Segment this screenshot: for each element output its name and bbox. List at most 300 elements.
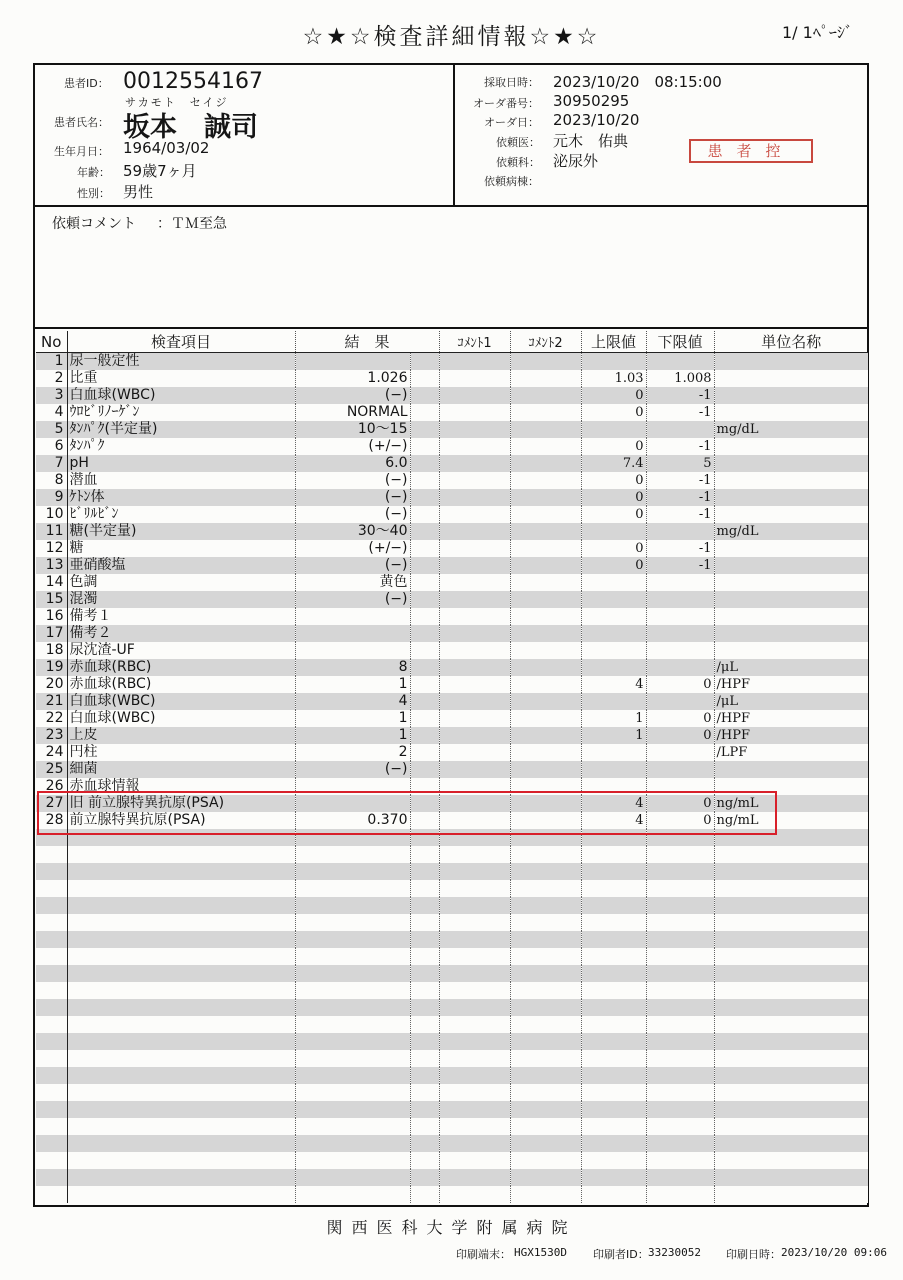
table-row — [36, 438, 868, 455]
row-upper — [581, 642, 646, 659]
row-result-flag — [410, 574, 439, 591]
patient-copy-stamp: 患者控 — [689, 139, 813, 163]
row-unit — [714, 489, 868, 506]
row-unit — [714, 880, 868, 897]
row-upper — [581, 863, 646, 880]
row-upper: 0 — [581, 506, 646, 523]
row-result-flag — [410, 608, 439, 625]
comment-divider — [34, 327, 868, 329]
row-result-flag — [410, 931, 439, 948]
row-item — [67, 948, 295, 965]
row-lower — [646, 1101, 714, 1118]
row-unit: ng/mL — [714, 812, 868, 829]
row-no: 26 — [36, 778, 67, 795]
row-lower: -1 — [646, 472, 714, 489]
row-lower: 0 — [646, 812, 714, 829]
terminal-label: 印刷端末： — [456, 1248, 511, 1261]
row-lower — [646, 846, 714, 863]
row-result — [295, 1118, 410, 1135]
row-item — [67, 965, 295, 982]
row-result — [295, 1084, 410, 1101]
table-row — [36, 982, 868, 999]
row-comment2 — [510, 540, 581, 557]
row-item: ｹﾄﾝ体 — [67, 489, 295, 506]
row-item: 混濁 — [67, 591, 295, 608]
row-comment1 — [439, 693, 510, 710]
row-comment1 — [439, 982, 510, 999]
header-divider-vertical — [453, 64, 455, 207]
row-item: 糖(半定量) — [67, 523, 295, 540]
sex-value: 男性 — [123, 183, 154, 201]
row-result-flag — [410, 421, 439, 438]
row-item: pH — [67, 455, 295, 472]
age-value: 59歳7ヶ月 — [123, 162, 197, 180]
doctor-value: 元木 佑典 — [553, 132, 629, 150]
row-result — [295, 1152, 410, 1169]
row-comment1 — [439, 1186, 510, 1203]
row-comment2 — [510, 1084, 581, 1101]
row-lower — [646, 693, 714, 710]
table-row — [36, 370, 868, 387]
row-result: 1 — [295, 710, 410, 727]
row-item — [67, 1135, 295, 1152]
row-item: 上皮 — [67, 727, 295, 744]
row-comment1 — [439, 863, 510, 880]
row-comment1 — [439, 880, 510, 897]
row-upper: 1.03 — [581, 370, 646, 387]
row-no: 27 — [36, 795, 67, 812]
row-result — [295, 1067, 410, 1084]
row-result: 8 — [295, 659, 410, 676]
row-upper — [581, 523, 646, 540]
table-row — [36, 387, 868, 404]
row-comment2 — [510, 931, 581, 948]
row-result — [295, 914, 410, 931]
row-comment1 — [439, 506, 510, 523]
row-no: 15 — [36, 591, 67, 608]
row-result-flag — [410, 1067, 439, 1084]
row-item: 前立腺特異抗原(PSA) — [67, 812, 295, 829]
table-row — [36, 931, 868, 948]
row-no — [36, 931, 67, 948]
table-row — [36, 421, 868, 438]
ward-label: 依頼病棟： — [484, 175, 539, 188]
row-item: 白血球(WBC) — [67, 693, 295, 710]
row-unit — [714, 1067, 868, 1084]
row-result: 1.026 — [295, 370, 410, 387]
row-unit — [714, 1152, 868, 1169]
row-comment2 — [510, 1169, 581, 1186]
row-unit — [714, 540, 868, 557]
row-upper — [581, 1016, 646, 1033]
row-comment1 — [439, 659, 510, 676]
row-comment2 — [510, 591, 581, 608]
row-lower — [646, 1084, 714, 1101]
row-no — [36, 1186, 67, 1203]
row-no: 8 — [36, 472, 67, 489]
row-lower — [646, 659, 714, 676]
table-row — [36, 727, 868, 744]
row-lower — [646, 1067, 714, 1084]
row-item — [67, 1016, 295, 1033]
row-comment1 — [439, 625, 510, 642]
row-item: 白血球(WBC) — [67, 387, 295, 404]
row-item — [67, 1152, 295, 1169]
row-result — [295, 608, 410, 625]
row-unit — [714, 914, 868, 931]
row-upper — [581, 846, 646, 863]
row-item — [67, 999, 295, 1016]
row-item: 尿沈渣-UF — [67, 642, 295, 659]
row-result — [295, 642, 410, 659]
row-result-flag — [410, 727, 439, 744]
header-divider-horizontal — [34, 205, 868, 207]
row-lower — [646, 1152, 714, 1169]
row-comment2 — [510, 863, 581, 880]
table-row — [36, 1101, 868, 1118]
table-row — [36, 914, 868, 931]
row-item — [67, 982, 295, 999]
row-result-flag — [410, 353, 439, 371]
row-upper — [581, 1135, 646, 1152]
table-row — [36, 642, 868, 659]
row-item: 潜血 — [67, 472, 295, 489]
table-row — [36, 880, 868, 897]
table-row — [36, 1186, 868, 1203]
row-comment2 — [510, 761, 581, 778]
row-no: 7 — [36, 455, 67, 472]
row-result — [295, 863, 410, 880]
row-item: ｳﾛﾋﾞﾘﾉｰｹﾞﾝ — [67, 404, 295, 421]
row-result: 2 — [295, 744, 410, 761]
row-comment1 — [439, 557, 510, 574]
row-result — [295, 1135, 410, 1152]
table-row — [36, 455, 868, 472]
row-unit — [714, 353, 868, 371]
row-comment1 — [439, 846, 510, 863]
row-lower — [646, 608, 714, 625]
row-result — [295, 948, 410, 965]
row-result — [295, 1186, 410, 1203]
row-lower — [646, 642, 714, 659]
row-item — [67, 914, 295, 931]
row-no — [36, 965, 67, 982]
table-row — [36, 608, 868, 625]
row-upper — [581, 965, 646, 982]
row-item: 亜硝酸塩 — [67, 557, 295, 574]
row-no: 6 — [36, 438, 67, 455]
table-header-row — [36, 331, 868, 353]
row-unit — [714, 472, 868, 489]
row-no: 23 — [36, 727, 67, 744]
col-unit-header: 単位名称 — [714, 331, 868, 353]
row-no: 25 — [36, 761, 67, 778]
row-no — [36, 1084, 67, 1101]
row-no — [36, 1067, 67, 1084]
row-unit — [714, 931, 868, 948]
row-comment1 — [439, 710, 510, 727]
row-upper — [581, 880, 646, 897]
printer-value: 33230052 — [648, 1246, 701, 1259]
row-upper: 0 — [581, 489, 646, 506]
row-no — [36, 846, 67, 863]
table-row — [36, 1050, 868, 1067]
row-comment2 — [510, 608, 581, 625]
row-comment2 — [510, 370, 581, 387]
row-comment2 — [510, 472, 581, 489]
row-upper — [581, 1033, 646, 1050]
row-lower — [646, 1118, 714, 1135]
row-no: 13 — [36, 557, 67, 574]
row-comment1 — [439, 523, 510, 540]
row-result-flag — [410, 523, 439, 540]
row-unit: /μL — [714, 693, 868, 710]
row-upper: 0 — [581, 557, 646, 574]
row-no: 28 — [36, 812, 67, 829]
row-result-flag — [410, 591, 439, 608]
table-row — [36, 863, 868, 880]
row-item — [67, 1067, 295, 1084]
row-comment1 — [439, 370, 510, 387]
printed-value: 2023/10/20 09:06 — [781, 1246, 887, 1259]
row-unit: mg/dL — [714, 523, 868, 540]
row-lower — [646, 1033, 714, 1050]
row-result-flag — [410, 438, 439, 455]
row-unit — [714, 761, 868, 778]
row-no — [36, 1118, 67, 1135]
row-lower: 1.008 — [646, 370, 714, 387]
table-row — [36, 1016, 868, 1033]
dob-label: 生年月日： — [54, 145, 109, 158]
row-no — [36, 999, 67, 1016]
row-comment2 — [510, 948, 581, 965]
row-comment1 — [439, 404, 510, 421]
row-comment2 — [510, 693, 581, 710]
table-row — [36, 744, 868, 761]
row-upper — [581, 1084, 646, 1101]
row-upper — [581, 591, 646, 608]
row-comment2 — [510, 506, 581, 523]
row-result — [295, 965, 410, 982]
row-item — [67, 846, 295, 863]
row-result — [295, 846, 410, 863]
row-comment2 — [510, 1118, 581, 1135]
comment-label: 依頼コメント — [52, 216, 136, 232]
row-upper — [581, 421, 646, 438]
row-lower — [646, 1135, 714, 1152]
row-comment2 — [510, 1050, 581, 1067]
row-no: 22 — [36, 710, 67, 727]
row-result-flag — [410, 914, 439, 931]
row-lower — [646, 591, 714, 608]
row-no — [36, 863, 67, 880]
order-date-label: オーダ日： — [484, 116, 539, 129]
patient-kana: サカモト セイジ — [125, 96, 229, 109]
row-lower: 5 — [646, 455, 714, 472]
row-lower: -1 — [646, 540, 714, 557]
table-row — [36, 710, 868, 727]
row-unit — [714, 1016, 868, 1033]
row-item — [67, 897, 295, 914]
collected-label: 採取日時： — [484, 76, 539, 89]
row-unit — [714, 591, 868, 608]
row-upper — [581, 948, 646, 965]
table-row — [36, 404, 868, 421]
row-result: 1 — [295, 676, 410, 693]
table-row — [36, 659, 868, 676]
row-comment1 — [439, 353, 510, 371]
row-upper — [581, 761, 646, 778]
row-result-flag — [410, 472, 439, 489]
row-lower — [646, 625, 714, 642]
row-item: 白血球(WBC) — [67, 710, 295, 727]
row-unit — [714, 1050, 868, 1067]
row-unit: /LPF — [714, 744, 868, 761]
row-comment2 — [510, 846, 581, 863]
row-unit — [714, 948, 868, 965]
row-unit — [714, 370, 868, 387]
row-upper: 1 — [581, 710, 646, 727]
row-comment1 — [439, 948, 510, 965]
row-result — [295, 1101, 410, 1118]
doctor-label: 依頼医： — [496, 136, 540, 149]
row-result-flag — [410, 1101, 439, 1118]
row-result: (−) — [295, 472, 410, 489]
table-row — [36, 557, 868, 574]
row-lower — [646, 1050, 714, 1067]
row-upper: 4 — [581, 812, 646, 829]
row-result-flag — [410, 999, 439, 1016]
row-item — [67, 1101, 295, 1118]
row-upper: 0 — [581, 438, 646, 455]
patient-name-label: 患者氏名： — [54, 116, 109, 129]
row-upper — [581, 659, 646, 676]
row-comment2 — [510, 676, 581, 693]
row-lower: -1 — [646, 557, 714, 574]
row-lower — [646, 744, 714, 761]
row-result-flag — [410, 659, 439, 676]
row-comment2 — [510, 387, 581, 404]
row-comment1 — [439, 761, 510, 778]
row-result-flag — [410, 1186, 439, 1203]
row-upper — [581, 982, 646, 999]
table-row — [36, 1152, 868, 1169]
row-result: (−) — [295, 506, 410, 523]
row-lower: 0 — [646, 727, 714, 744]
row-lower — [646, 914, 714, 931]
row-unit — [714, 1135, 868, 1152]
row-lower — [646, 761, 714, 778]
row-result — [295, 353, 410, 371]
row-no — [36, 1101, 67, 1118]
table-row — [36, 846, 868, 863]
row-upper: 4 — [581, 795, 646, 812]
order-no-value: 30950295 — [553, 92, 630, 110]
row-unit — [714, 1033, 868, 1050]
row-comment2 — [510, 1016, 581, 1033]
row-result-flag — [410, 710, 439, 727]
row-item: 旧 前立腺特異抗原(PSA) — [67, 795, 295, 812]
row-lower — [646, 863, 714, 880]
row-comment2 — [510, 557, 581, 574]
row-result: (+/−) — [295, 540, 410, 557]
row-lower — [646, 523, 714, 540]
row-upper — [581, 999, 646, 1016]
row-comment2 — [510, 353, 581, 371]
row-comment2 — [510, 744, 581, 761]
row-no: 9 — [36, 489, 67, 506]
row-unit — [714, 982, 868, 999]
row-no: 4 — [36, 404, 67, 421]
row-upper — [581, 1152, 646, 1169]
row-item: 備考１ — [67, 608, 295, 625]
row-comment2 — [510, 965, 581, 982]
table-row — [36, 506, 868, 523]
row-comment2 — [510, 523, 581, 540]
row-unit — [714, 625, 868, 642]
row-upper: 4 — [581, 676, 646, 693]
row-no — [36, 948, 67, 965]
row-comment2 — [510, 1135, 581, 1152]
row-upper — [581, 744, 646, 761]
row-item: 赤血球情報 — [67, 778, 295, 795]
row-upper — [581, 1067, 646, 1084]
row-comment2 — [510, 982, 581, 999]
row-lower: -1 — [646, 404, 714, 421]
row-upper: 0 — [581, 472, 646, 489]
col-comment2-header: ｺﾒﾝﾄ2 — [510, 331, 581, 353]
row-comment1 — [439, 897, 510, 914]
row-comment1 — [439, 472, 510, 489]
row-no — [36, 1050, 67, 1067]
table-row — [36, 948, 868, 965]
row-result — [295, 1016, 410, 1033]
row-item: 円柱 — [67, 744, 295, 761]
row-result-flag — [410, 1135, 439, 1152]
table-row — [36, 897, 868, 914]
row-lower — [646, 965, 714, 982]
dob-value: 1964/03/02 — [123, 139, 210, 157]
row-unit — [714, 1101, 868, 1118]
row-result — [295, 999, 410, 1016]
row-comment1 — [439, 1050, 510, 1067]
row-lower: -1 — [646, 506, 714, 523]
row-result: (−) — [295, 761, 410, 778]
age-label: 年齢： — [77, 166, 110, 179]
row-result-flag — [410, 676, 439, 693]
row-upper: 1 — [581, 727, 646, 744]
row-no: 20 — [36, 676, 67, 693]
row-unit — [714, 438, 868, 455]
col-no-header: No — [36, 331, 67, 353]
row-no: 18 — [36, 642, 67, 659]
row-comment1 — [439, 387, 510, 404]
row-item: ﾀﾝﾊﾟｸ(半定量) — [67, 421, 295, 438]
sex-label: 性別： — [77, 187, 110, 200]
row-comment1 — [439, 438, 510, 455]
comment-text: ：ＴＭ至急 — [157, 216, 227, 232]
row-result: 6.0 — [295, 455, 410, 472]
row-unit — [714, 574, 868, 591]
row-result-flag — [410, 982, 439, 999]
row-item: ﾀﾝﾊﾟｸ — [67, 438, 295, 455]
row-comment2 — [510, 404, 581, 421]
col-item-header: 検査項目 — [67, 331, 295, 353]
row-result — [295, 880, 410, 897]
row-upper: 0 — [581, 404, 646, 421]
row-item: 尿一般定性 — [67, 353, 295, 371]
table-row — [36, 353, 868, 371]
